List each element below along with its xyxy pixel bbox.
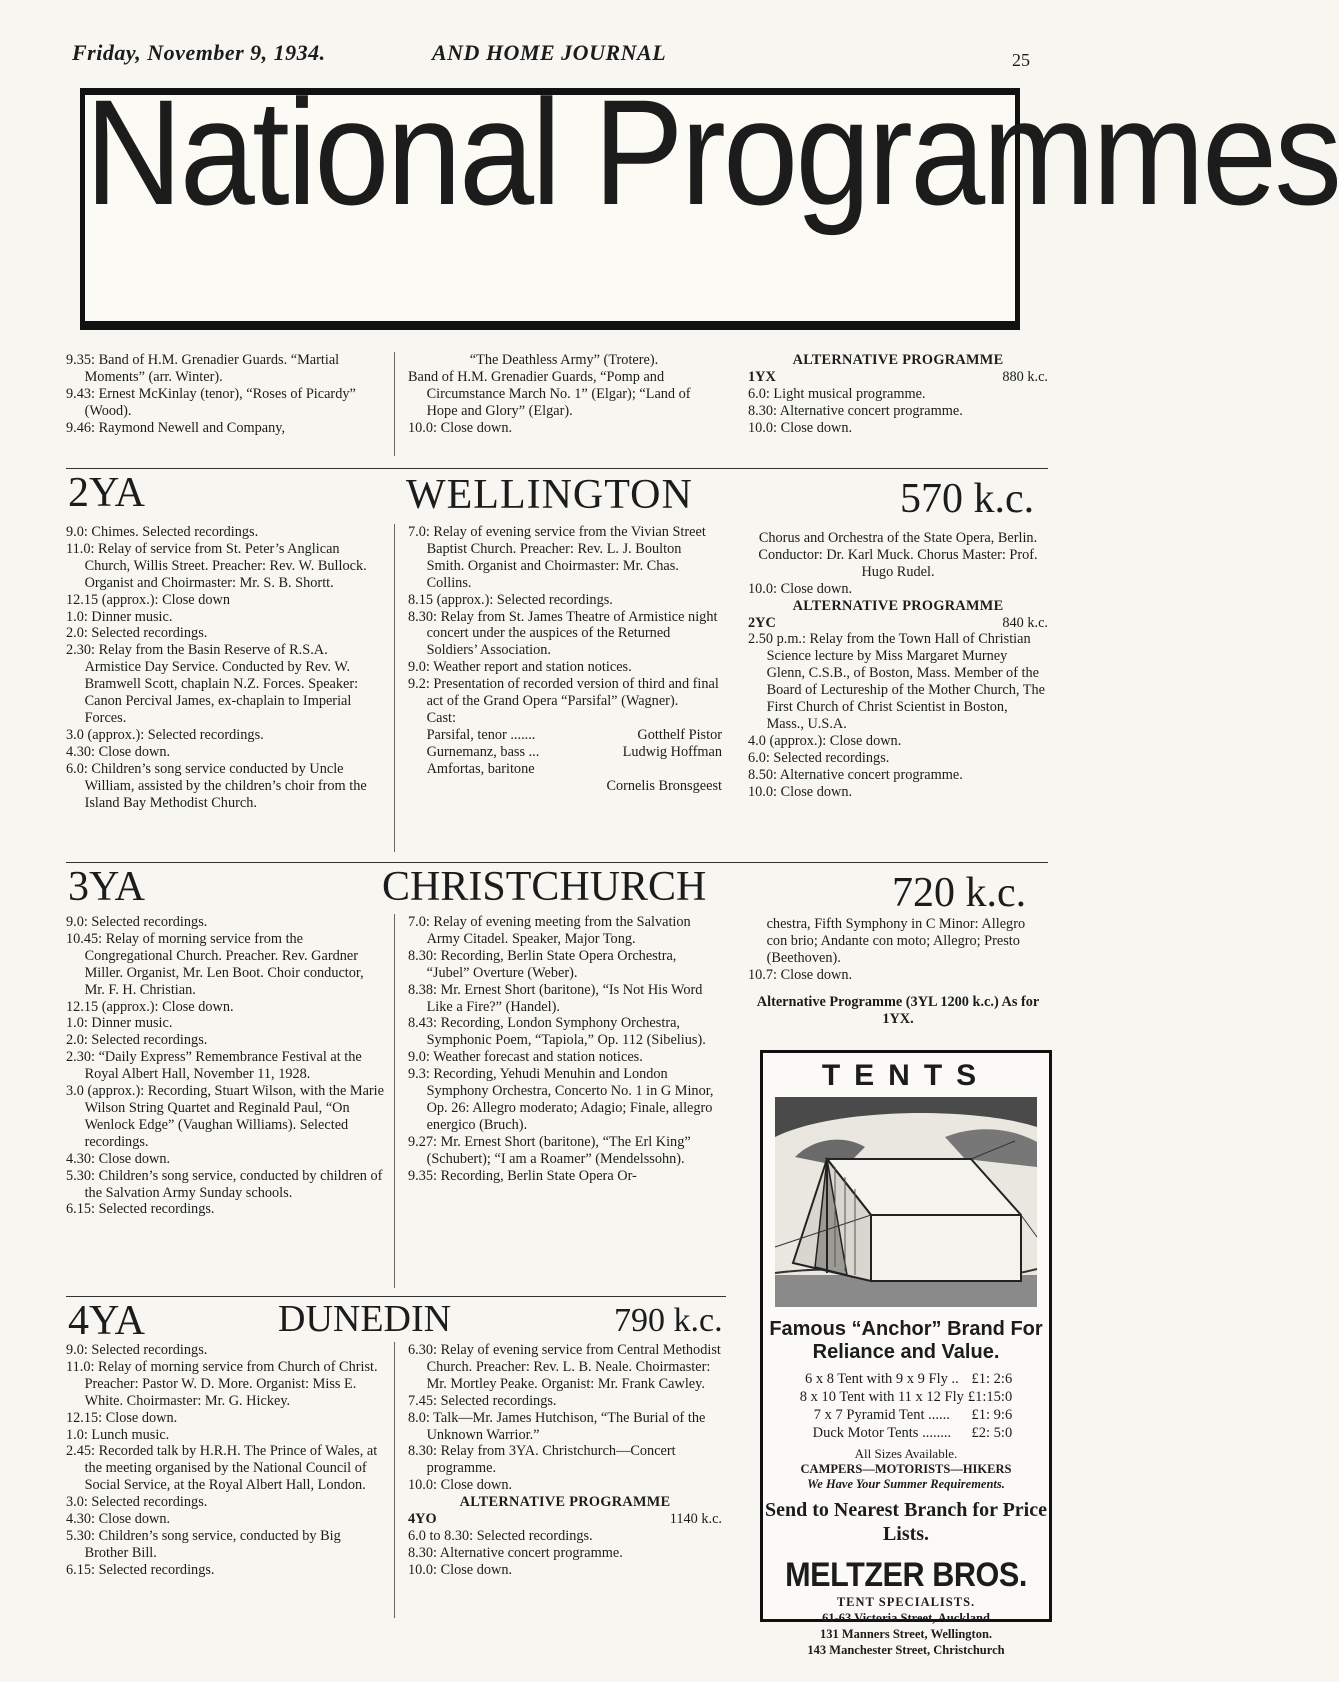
list-item: 5.30: Children’s song service, conducted by children of the Salvation Army Sunday schools. <box>66 1167 383 1201</box>
list-item: 9.0: Selected recordings. <box>66 1342 208 1358</box>
wellington-right-column <box>748 530 1048 801</box>
city-name: CHRISTCHURCH <box>382 864 707 910</box>
top-middle-column <box>408 352 720 437</box>
list-item: 4.30: Close down. <box>66 1150 171 1167</box>
company-address: 143 Manchester Street, Christchurch <box>807 1643 1005 1657</box>
list-item: 4.0 (approx.): Close down. <box>748 732 902 749</box>
column-rule <box>394 352 395 456</box>
list-item: 7.0: Relay of evening service from the Vivian Street Baptist Church. Preacher: Rev. L. J. Boulton Smith. Organist and Choirmaster: Mr. Chas. Collins. <box>408 524 706 591</box>
list-item: 6.0: Children’s song service conducted by Uncle William, assisted by the children’s choir from the Island Bay Methodist Church. <box>66 760 367 811</box>
company-address: 131 Manners Street, Wellington. <box>819 1627 993 1641</box>
station-call-sign: 4YO <box>408 1511 437 1528</box>
list-item: 12.15 (approx.): Close down <box>66 591 230 608</box>
list-item: Chorus and Orchestra of the State Opera, Berlin. <box>758 530 1038 546</box>
station-name: 3YA <box>68 864 146 910</box>
station-call-sign: 1YX <box>748 368 776 385</box>
list-item: 10.0: Close down. <box>408 1561 513 1578</box>
list-item: 8.30: Alternative concert programme. <box>408 1544 623 1561</box>
cast-role: Amfortas, baritone <box>426 760 535 777</box>
price-item: 6 x 8 Tent with 9 x 9 Fly .. <box>804 1371 959 1387</box>
list-item: 6.15: Selected recordings. <box>66 1561 215 1578</box>
page-number: 25 <box>1012 50 1030 70</box>
list-item: “The Deathless Army” (Trotere). <box>469 352 659 368</box>
station-name: 4YA <box>68 1298 146 1344</box>
list-item: 8.30: Relay from 3YA. Christchurch—Concert programme. <box>408 1443 676 1477</box>
list-item: 2.50 p.m.: Relay from the Town Hall of Christian Science lecture by Miss Margaret Murney Glenn, C.S.B., of Boston, Mass. Member of the Board of Lectureship of the Mother Church, The First Church of Christ Scientist in Boston, Mass., U.S.A. <box>748 631 1046 732</box>
list-item: 2.45: Recorded talk by H.R.H. The Prince of Wales, at the meeting organised by the National Council of Social Service, at the Royal Albert Hall, London. <box>66 1443 378 1494</box>
list-item: 8.15 (approx.): Selected recordings. <box>408 591 613 608</box>
list-item: 9.35: Band of H.M. Grenadier Guards. “Martial Moments” (arr. Winter). <box>66 352 340 385</box>
list-item: 9.2: Presentation of recorded version of third and final act of the Grand Opera “Parsifal” (Wagner). <box>408 676 719 710</box>
list-item: 6.30: Relay of evening service from Central Methodist Church. Preacher: Rev. L. B. Neale. Choirmaster: Mr. Mortley Peake. Organist: Mr. Frank Cawley. <box>408 1342 721 1392</box>
station-frequency: 570 k.c. <box>900 476 1035 522</box>
price-value: £1: 2:6 <box>971 1371 1013 1387</box>
list-item: 8.30: Recording, Berlin State Opera Orchestra, “Jubel” Overture (Weber). <box>408 947 677 981</box>
list-item: 9.27: Mr. Ernest Short (baritone), “The Erl King” (Schubert); “I am a Roamer” (Mendelssohn). <box>408 1133 691 1167</box>
list-item: 9.46: Raymond Newell and Company, <box>66 419 286 436</box>
cast-role: Parsifal, tenor ....... <box>426 726 536 743</box>
christchurch-right-column <box>748 916 1048 1027</box>
cast-name: Gotthelf Pistor <box>637 726 722 743</box>
price-value: £1: 9:6 <box>971 1407 1013 1423</box>
price-item: Duck Motor Tents ........ <box>812 1425 952 1441</box>
price-row <box>798 1406 1014 1424</box>
section-divider <box>66 468 1048 469</box>
list-item: Cast: <box>426 709 456 726</box>
price-value: £1:15:0 <box>967 1389 1013 1405</box>
christchurch-middle-column <box>408 914 722 1185</box>
wellington-middle-column <box>408 524 722 795</box>
list-item: 5.30: Children’s song service, conducted by Big Brother Bill. <box>66 1527 341 1561</box>
price-row <box>798 1388 1014 1406</box>
station-name: 2YA <box>68 470 146 516</box>
alternative-note: Alternative Programme (3YL 1200 k.c.) As for 1YX. <box>756 993 1040 1027</box>
column-rule <box>394 524 395 852</box>
list-item: 10.7: Close down. <box>748 966 853 983</box>
price-item: 8 x 10 Tent with 11 x 12 Fly <box>799 1389 964 1405</box>
city-name: WELLINGTON <box>406 472 693 518</box>
issue-date: Friday, November 9, 1934. <box>72 40 326 65</box>
list-item: Conductor: Dr. Karl Muck. Chorus Master: Prof. Hugo Rudel. <box>758 546 1038 580</box>
station-frequency: 1140 k.c. <box>669 1511 722 1528</box>
column-rule <box>394 914 395 1288</box>
masthead-title: National Programmes <box>85 68 1339 236</box>
list-item: 10.0: Close down. <box>408 1477 513 1494</box>
list-item: 2.0: Selected recordings. <box>66 1032 208 1049</box>
list-item: 11.0: Relay of morning service from Church of Christ. Preacher: Pastor W. D. More. Organist: Miss E. White. Choirmaster: Mr. G. Hickey. <box>66 1358 378 1409</box>
ad-call-to-action: Send to Nearest Branch for Price Lists. <box>765 1499 1047 1545</box>
list-item: 2.30: “Daily Express” Remembrance Festival at the Royal Albert Hall, November 11, 1928. <box>66 1049 362 1083</box>
list-item: 10.0: Close down. <box>748 580 853 597</box>
list-item: 1.0: Dinner music. <box>66 1015 173 1032</box>
price-row <box>798 1424 1014 1442</box>
list-item: 9.0: Chimes. Selected recordings. <box>66 524 259 540</box>
list-item: 10.45: Relay of morning service from the Congregational Church. Preacher. Rev. Gardner Miller. Organist, Mr. Len Boot. Choir conductor, Mr. F. H. Christian. <box>66 930 364 998</box>
list-item: 6.15: Selected recordings. <box>66 1201 215 1218</box>
company-name: MELTZER BROS. <box>785 1556 1027 1594</box>
list-item: 4.30: Close down. <box>66 743 171 760</box>
list-item: chestra, Fifth Symphony in C Minor: Allegro con brio; Andante con moto; Allegro; Presto (Beethoven). <box>766 916 1026 966</box>
price-row <box>798 1370 1014 1388</box>
list-item: 8.0: Talk—Mr. James Hutchison, “The Burial of the Unknown Warrior.” <box>408 1409 706 1443</box>
list-item: 12.15: Close down. <box>66 1409 178 1426</box>
tent-illustration <box>775 1097 1037 1307</box>
list-item: 9.43: Ernest McKinlay (tenor), “Roses of Picardy” (Wood). <box>66 385 356 419</box>
cast-name: Ludwig Hoffman <box>622 743 722 760</box>
station-call-sign: 2YC <box>748 614 776 631</box>
masthead <box>80 68 1339 330</box>
list-item: 9.0: Weather forecast and station notices. <box>408 1049 643 1066</box>
list-item: 6.0 to 8.30: Selected recordings. <box>408 1527 593 1544</box>
list-item: 10.0: Close down. <box>748 783 853 800</box>
section-divider <box>66 862 1048 863</box>
list-item: 3.0: Selected recordings. <box>66 1494 208 1511</box>
list-item: 1.0: Lunch music. <box>66 1426 170 1443</box>
city-name: DUNEDIN <box>278 1298 452 1340</box>
list-item: 8.30: Alternative concert programme. <box>748 402 963 419</box>
dunedin-middle-column <box>408 1342 722 1579</box>
list-item: 9.0: Selected recordings. <box>66 914 208 930</box>
ad-requirements: We Have Your Summer Requirements. <box>807 1477 1005 1491</box>
list-item: 6.0: Selected recordings. <box>748 749 890 766</box>
top-right-column <box>748 352 1048 437</box>
list-item: 7.45: Selected recordings. <box>408 1392 557 1409</box>
list-item: 1.0: Dinner music. <box>66 608 173 625</box>
list-item: 9.3: Recording, Yehudi Menuhin and London Symphony Orchestra, Concerto No. 1 in G Minor, Op. 26: Allegro moderato; Adagio; Finale, allegro energico (Bruch). <box>408 1066 714 1133</box>
alternative-heading: ALTERNATIVE PROGRAMME <box>792 597 1004 614</box>
cast-role: Gurnemanz, bass ... <box>426 743 540 760</box>
tents-advertisement <box>760 1050 1052 1657</box>
list-item: 10.0: Close down. <box>748 419 853 436</box>
journal-name: AND HOME JOURNAL <box>432 40 667 65</box>
ad-campers: CAMPERS—MOTORISTS—HIKERS <box>800 1462 1012 1476</box>
wellington-left-column <box>66 524 384 811</box>
list-item: 3.0 (approx.): Recording, Stuart Wilson, with the Marie Wilson String Quartet and Reginald Paul, “On Wenlock Edge” (Vaughan Williams). Selected recordings. <box>66 1083 385 1150</box>
section-divider <box>66 1296 726 1297</box>
price-list <box>798 1370 1014 1442</box>
station-frequency: 720 k.c. <box>892 870 1027 916</box>
list-item: 9.35: Recording, Berlin State Opera Or- <box>408 1167 637 1184</box>
list-item: 7.0: Relay of evening meeting from the Salvation Army Citadel. Speaker, Major Tong. <box>408 914 691 947</box>
station-frequency: 880 k.c. <box>1002 368 1048 385</box>
list-item: 2.0: Selected recordings. <box>66 625 208 642</box>
list-item: Band of H.M. Grenadier Guards, “Pomp and Circumstance March No. 1” (Elgar); “Land of Hope and Glory” (Elgar). <box>408 368 691 419</box>
list-item: 3.0 (approx.): Selected recordings. <box>66 726 264 743</box>
ad-title: TENTS <box>821 1059 991 1092</box>
list-item: 4.30: Close down. <box>66 1511 171 1528</box>
column-rule <box>394 1342 395 1618</box>
list-item: 8.50: Alternative concert programme. <box>748 766 963 783</box>
dunedin-left-column <box>66 1342 384 1579</box>
top-left-column <box>66 352 384 437</box>
list-item: 6.0: Light musical programme. <box>748 385 926 402</box>
price-item: 7 x 7 Pyramid Tent ...... <box>813 1407 950 1423</box>
company-address: 61-63 Victoria Street, Auckland <box>822 1611 990 1625</box>
list-item: 2.30: Relay from the Basin Reserve of R.S.A. Armistice Day Service. Conducted by Rev. W. Bramwell Scott, chaplain N.Z. Forces. Speaker: Canon Percival James, ex-chaplain to Imperial Forces. <box>66 642 359 726</box>
alternative-heading: ALTERNATIVE PROGRAMME <box>792 352 1004 368</box>
company-tagline: TENT SPECIALISTS. <box>836 1595 976 1609</box>
ad-sizes: All Sizes Available. <box>854 1446 958 1461</box>
alternative-heading: ALTERNATIVE PROGRAMME <box>459 1494 671 1511</box>
list-item: 12.15 (approx.): Close down. <box>66 998 234 1015</box>
ad-slogan: Famous “Anchor” Brand For Reliance and Value. <box>769 1318 1043 1363</box>
price-value: £2: 5:0 <box>971 1425 1013 1441</box>
station-frequency: 840 k.c. <box>1002 614 1048 631</box>
list-item: 10.0: Close down. <box>408 419 513 436</box>
list-item: 11.0: Relay of service from St. Peter’s Anglican Church, Willis Street. Preacher: Rev. W. Bullock. Organist and Choirmaster: Mr. S. B. Shortt. <box>66 540 367 591</box>
christchurch-left-column <box>66 914 384 1218</box>
list-item: 8.43: Recording, London Symphony Orchestra, Symphonic Poem, “Tapiola,” Op. 112 (Sibelius). <box>408 1015 706 1049</box>
cast-name: Cornelis Bronsgeest <box>606 777 722 794</box>
list-item: 8.38: Mr. Ernest Short (baritone), “Is Not His Word Like a Fire?” (Handel). <box>408 981 703 1015</box>
list-item: 9.0: Weather report and station notices. <box>408 659 632 676</box>
station-frequency: 790 k.c. <box>614 1302 723 1339</box>
list-item: 8.30: Relay from St. James Theatre of Armistice night concert under the auspices of the Returned Soldiers’ Association. <box>408 608 718 659</box>
